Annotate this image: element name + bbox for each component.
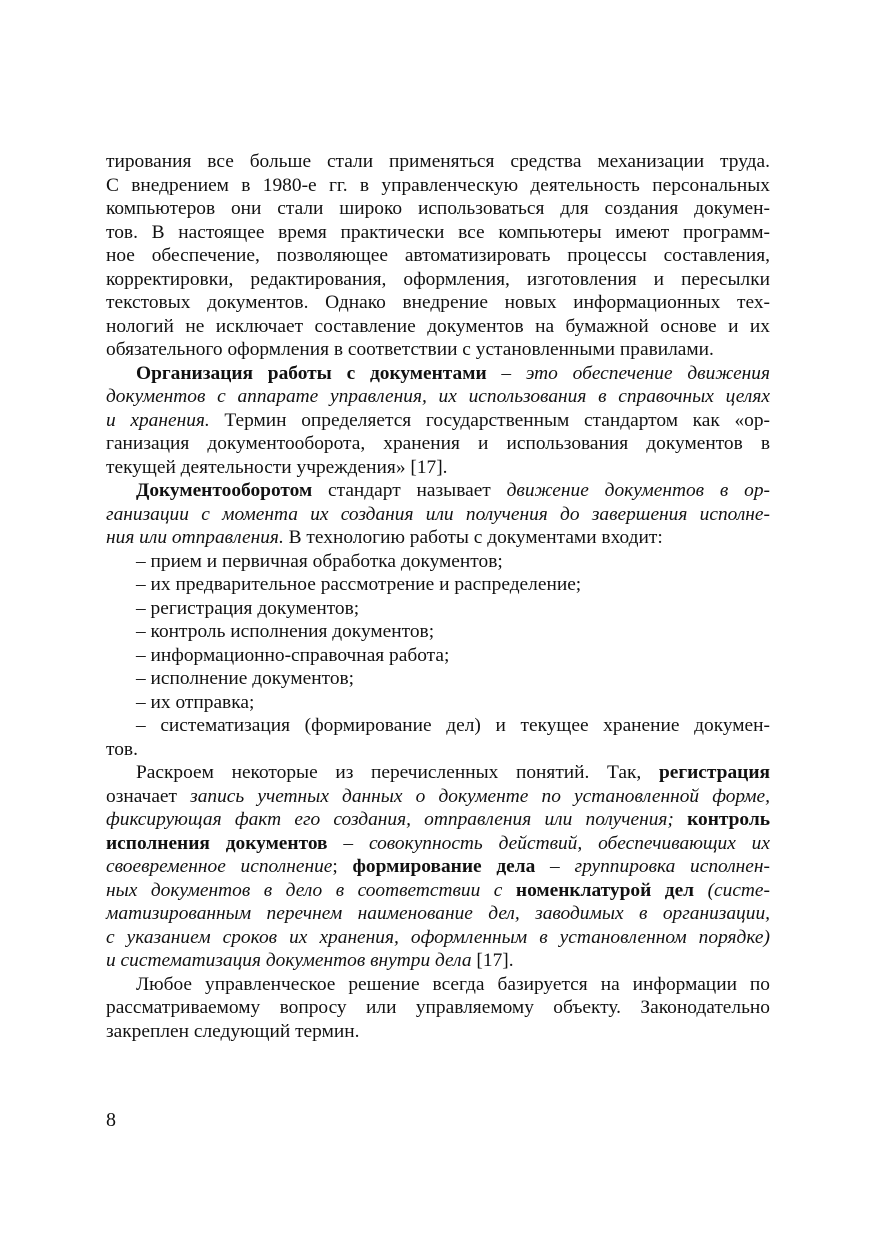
text-run: В технологию работы с документами входит: xyxy=(283,527,663,548)
text-line xyxy=(106,526,770,550)
text-run: тов. В настоящее время практически все компьютеры имеют программ- xyxy=(106,221,770,243)
text-run: [17]. xyxy=(471,950,514,971)
text-line xyxy=(106,808,770,832)
page-body xyxy=(106,150,770,1043)
text-run: компьютеров они стали широко использоваться для создания докумен- xyxy=(106,198,770,219)
text-run xyxy=(694,880,708,901)
paragraph-management-decision xyxy=(106,973,770,1044)
text-line xyxy=(106,479,770,503)
text-line xyxy=(106,174,770,198)
list-workflow-steps xyxy=(106,550,770,762)
text-run: – систематизация (формирование дел) и текущее хранение докумен- xyxy=(136,715,770,736)
text-line xyxy=(106,362,770,386)
text-run: означает xyxy=(106,785,191,807)
italic-definition: и систематизация документов внутри дела xyxy=(106,950,472,971)
text-run: ное обеспечение, позволяющее автоматизировать процессы составления, xyxy=(106,245,770,266)
italic-definition: фиксирующая факт его создания, отправления или получения; xyxy=(106,809,674,830)
bold-term: исполнения документов xyxy=(106,832,328,854)
bold-term: Документооборотом xyxy=(136,480,313,501)
italic-definition: документов с аппарате управления, их использования в справочных целях xyxy=(106,386,770,407)
italic-definition: ганизации с момента их создания или получения до завершения исполне- xyxy=(106,503,770,525)
bold-term: регистрация xyxy=(658,762,770,783)
paragraph-document-flow xyxy=(106,479,770,550)
text-run: – xyxy=(486,362,526,384)
text-run: – исполнение документов; xyxy=(136,668,355,689)
text-run: ; xyxy=(332,856,353,877)
text-run: – информационно-справочная работа; xyxy=(136,644,450,666)
text-run: – их отправка; xyxy=(136,691,255,713)
italic-definition: запись учетных данных о документе по установленной форме, xyxy=(190,785,770,807)
text-line xyxy=(106,902,770,926)
italic-definition: и хранения. xyxy=(106,409,210,431)
list-item xyxy=(106,714,770,738)
text-run: обязательного оформления в соответствии с установленными правилами. xyxy=(106,339,714,360)
text-line xyxy=(106,973,770,997)
text-line xyxy=(106,291,770,315)
text-line xyxy=(106,338,770,362)
bold-term: Организация работы с документами xyxy=(136,362,487,384)
text-run: тирования все больше стали применяться средства механизации труда. xyxy=(106,151,770,172)
text-line xyxy=(106,503,770,527)
text-run: – их предварительное рассмотрение и распределение; xyxy=(136,574,582,595)
italic-definition: ных документов в дело в соответствии с xyxy=(106,879,503,901)
text-line xyxy=(106,926,770,950)
text-line xyxy=(106,385,770,409)
list-item xyxy=(106,667,770,691)
text-line xyxy=(106,879,770,903)
paragraph-definitions xyxy=(106,761,770,973)
text-line xyxy=(106,244,770,268)
italic-definition: ния или отправления. xyxy=(106,527,284,548)
paragraph-intro xyxy=(106,150,770,362)
text-line xyxy=(106,785,770,809)
list-item xyxy=(106,550,770,574)
text-line xyxy=(106,949,770,973)
text-line xyxy=(106,221,770,245)
text-line xyxy=(106,996,770,1020)
text-line xyxy=(106,409,770,433)
bold-term: контроль xyxy=(687,809,770,830)
italic-definition: это обеспечение движения xyxy=(525,362,771,384)
text-run: нологий не исключает составление документов на бумажной основе и их xyxy=(106,315,770,337)
text-line xyxy=(106,1020,770,1044)
text-line xyxy=(106,456,770,480)
text-run: текстовых документов. Однако внедрение новых информационных тех- xyxy=(106,292,770,313)
text-run: Раскроем некоторые из перечисленных понятий. Так, xyxy=(136,762,659,783)
list-item xyxy=(106,597,770,621)
list-item xyxy=(106,691,770,715)
italic-definition: группировка исполнен- xyxy=(574,856,770,877)
italic-definition: своевременное исполнение xyxy=(106,856,333,877)
italic-definition: с указанием сроков их хранения, оформленным в установленном порядке) xyxy=(106,926,770,948)
text-line xyxy=(106,432,770,456)
text-run: – xyxy=(535,856,575,877)
page-number: 8 xyxy=(106,1109,116,1131)
text-run: ганизация документооборота, хранения и использования документов в xyxy=(106,433,770,454)
italic-definition: совокупность действий, обеспечивающих их xyxy=(368,832,770,854)
bold-term: номенклатурой дел xyxy=(515,879,695,901)
list-item xyxy=(106,573,770,597)
text-run: – прием и первичная обработка документов; xyxy=(136,550,503,572)
text-run: – xyxy=(327,832,369,854)
text-run: тов. xyxy=(106,738,138,760)
text-line xyxy=(106,832,770,856)
text-line xyxy=(106,150,770,174)
text-run: рассматриваемому вопросу или управляемому объекту. Законодательно xyxy=(106,997,770,1018)
text-run: закреплен следующий термин. xyxy=(106,1020,360,1042)
text-run: стандарт называет xyxy=(312,480,507,501)
text-run: Термин определяется государственным стандартом как «ор- xyxy=(209,409,770,431)
text-line xyxy=(106,315,770,339)
list-item xyxy=(106,644,770,668)
bold-term: формирование дела xyxy=(352,856,536,877)
text-run: – регистрация документов; xyxy=(136,597,360,619)
text-run: текущей деятельности учреждения» [17]. xyxy=(106,456,448,478)
italic-definition: матизированным перечнем наименование дел, заводимых в организации, xyxy=(106,903,770,924)
text-line xyxy=(106,268,770,292)
text-run xyxy=(502,880,516,901)
text-run: С внедрением в 1980-е гг. в управленческую деятельность персональных xyxy=(106,174,770,196)
text-run: – контроль исполнения документов; xyxy=(136,621,435,642)
italic-definition: движение документов в ор- xyxy=(506,480,770,501)
text-run: корректировки, редактирования, оформления, изготовления и пересылки xyxy=(106,268,770,290)
list-item xyxy=(106,620,770,644)
italic-definition: (систе- xyxy=(707,879,770,901)
text-run xyxy=(674,809,687,830)
text-line xyxy=(106,855,770,879)
list-item xyxy=(106,738,770,762)
text-line xyxy=(106,197,770,221)
text-line xyxy=(106,761,770,785)
text-run: Любое управленческое решение всегда базируется на информации по xyxy=(136,973,770,995)
paragraph-organization xyxy=(106,362,770,480)
